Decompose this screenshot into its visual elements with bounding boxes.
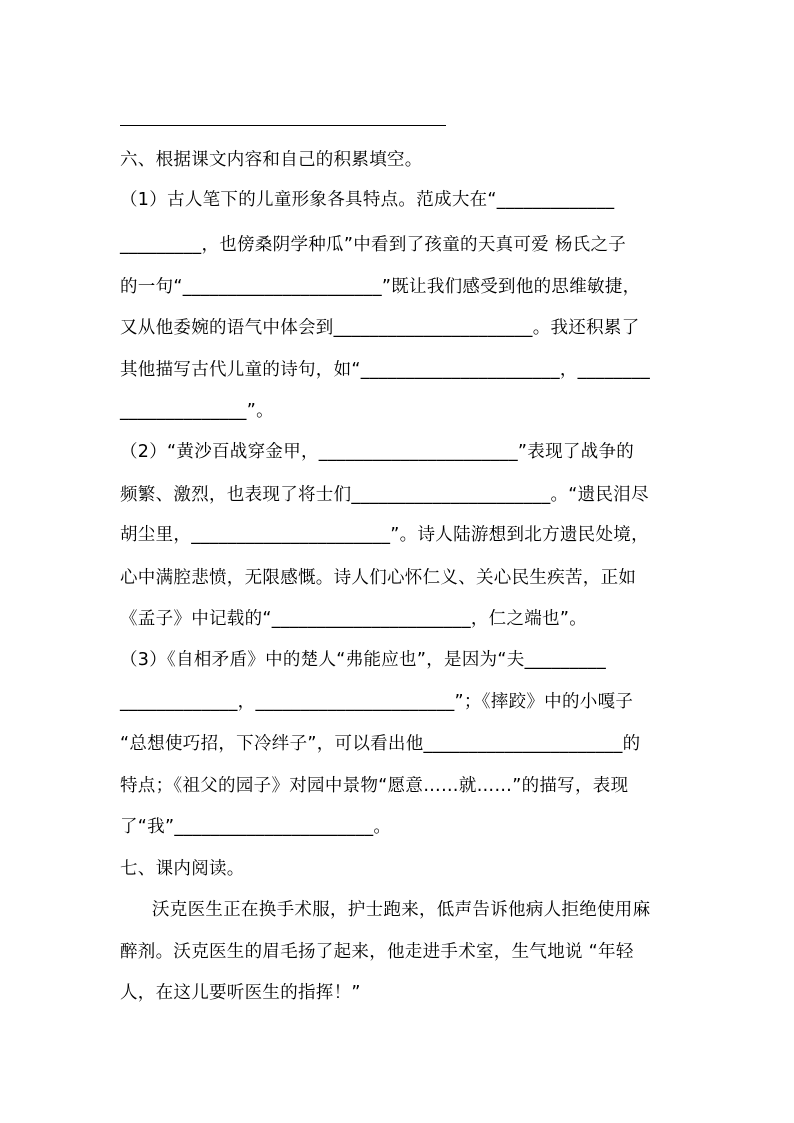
question-line: 特点；《祖父的园子》对园中景物“愿意……就……”的描写，表现: [120, 776, 629, 796]
question-line: （1）古人笔下的儿童形象各具特点。范成大在“_____________: [120, 190, 615, 210]
question-line: 其他描写古代儿童的诗句，如“______________________，________: [120, 360, 651, 380]
reading-passage-line: 沃克医生正在换手术服，护士跑来，低声告诉他病人拒绝使用麻: [152, 900, 651, 920]
answer-blank-line: [120, 125, 446, 126]
section-six-heading: 六、根据课文内容和自己的积累填空。: [120, 150, 423, 170]
section-seven-heading: 七、课内阅读。: [120, 859, 245, 879]
question-line: _____________，______________________”；《摔跤》中的小嘎子: [120, 692, 634, 712]
question-line: 《孟子》中记载的“______________________，仁之端也”。: [120, 609, 588, 629]
reading-passage-line: 醉剂。沃克医生的眉毛扬了起来，他走进手术室，生气地说 “年轻: [120, 942, 634, 962]
question-line: 频繁、激烈，也表现了将士们______________________。“遗民泪尽: [120, 485, 649, 505]
question-line: ______________”。: [120, 401, 274, 421]
question-line: （3）《自相矛盾》中的楚人“弗能应也”，是因为“夫_________: [120, 650, 607, 670]
question-line: 的一句“______________________”既让我们感受到他的思维敏捷，: [120, 277, 641, 297]
reading-passage-line: 人，在这儿要听医生的指挥！”: [120, 983, 361, 1003]
question-line: _________，也傍桑阴学种瓜”中看到了孩童的天真可爱 杨氏之子: [120, 235, 627, 255]
question-line: “总想使巧招，下冷绊子”，可以看出他______________________的: [120, 734, 641, 754]
question-line: 了“我”______________________。: [120, 817, 392, 837]
question-line: （2）“黄沙百战穿金甲，______________________”表现了战争的: [120, 442, 635, 462]
question-line: 又从他委婉的语气中体会到______________________。我还积累了: [120, 318, 640, 338]
question-line: 心中满腔悲愤，无限感慨。诗人们心怀仁义、关心民生疾苦，正如: [120, 568, 637, 588]
question-line: 胡尘里，______________________”。诗人陆游想到北方遗民处境，: [120, 525, 649, 545]
